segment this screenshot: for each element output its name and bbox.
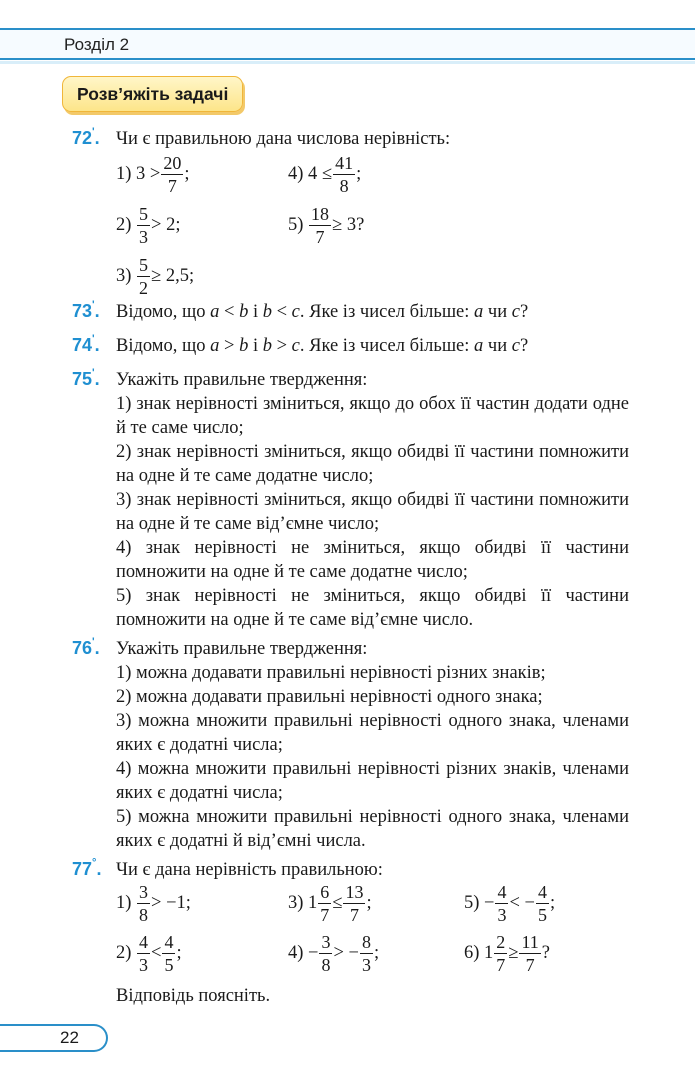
problem-76-option: 3) можна множити правильні нерівності одного знака, членами яких є додатні числа; — [116, 711, 629, 755]
problem-77-item-1: 1) $\frac{3}{8}$ > −1; — [116, 882, 191, 925]
problem-77-item-5: 5) − $\frac{4}{3}$ < − $\frac{4}{5}$ ; — [464, 882, 556, 925]
problem-77-question: Чи є дана нерівність правильною: — [116, 860, 383, 880]
problem-77-item-6: 6) 1 $\frac{2}{7}$ ≥ $\frac{11}{7}$ ? — [464, 932, 551, 975]
problem-77-item-3: 3) 1 $\frac{6}{7}$ ≤ $\frac{13}{7}$ ; — [288, 882, 372, 925]
problem-75-body — [116, 368, 629, 632]
problem-76-question: Укажіть правильне твердження: — [116, 639, 368, 659]
problem-75-question: Укажіть правильне твердження: — [116, 370, 368, 390]
problem-77-item-2: 2) $\frac{4}{3}$ < $\frac{4}{5}$ ; — [116, 932, 182, 975]
tasks-heading: Розв’яжіть задачі — [62, 76, 243, 112]
problem-72-item-1: 1) 3 > $\frac{20}{7}$ ; — [116, 153, 190, 196]
problem-75-option: 1) знак нерівності зміниться, якщо до обох її частин додати одне й те саме число; — [116, 394, 629, 438]
problem-72-number: 72'. — [72, 126, 100, 148]
problem-76-number: 76'. — [72, 636, 100, 658]
page-number: 22 — [0, 1024, 108, 1052]
problem-75-option: 2) знак нерівності зміниться, якщо обидві її частини помножити на одне й те саме додатне число; — [116, 442, 629, 486]
problem-76-option: 2) можна додавати правильні нерівності одного знака; — [116, 687, 543, 707]
problem-76-option: 5) можна множити правильні нерівності одного знака, членами яких є додатні й від’ємні числа. — [116, 807, 629, 851]
problem-77-explain: Відповідь поясніть. — [116, 986, 271, 1006]
problem-74-text: Відомо, що a > b і b > c. Яке із чисел більше: a чи c? — [116, 336, 529, 356]
problem-76-option: 4) можна множити правильні нерівності різних знаків, членами яких є додатні числа; — [116, 759, 629, 803]
problem-72-item-2: 2) $\frac{5}{3}$ > 2; — [116, 204, 181, 247]
problem-72-item-5: 5) $\frac{18}{7}$ ≥ 3? — [288, 204, 365, 247]
problem-75-option: 3) знак нерівності зміниться, якщо обидві її частини помножити на одне й те саме від’ємне число; — [116, 490, 629, 534]
problem-76-option: 1) можна додавати правильні нерівності різних знаків; — [116, 663, 546, 683]
problem-72-item-3: 3) $\frac{5}{2}$ ≥ 2,5; — [116, 255, 195, 298]
problem-77-number: 77°. — [72, 857, 102, 879]
problem-77-item-4: 4) − $\frac{3}{8}$ > − $\frac{8}{3}$ ; — [288, 932, 380, 975]
problem-75-option: 4) знак нерівності не зміниться, якщо обидві її частини помножити на одне й те саме додатне число; — [116, 538, 629, 582]
problem-74-number: 74'. — [72, 333, 100, 355]
problem-75-number: 75'. — [72, 367, 100, 389]
problem-72-question: Чи є правильною дана числова нерівність: — [116, 129, 451, 149]
problem-75-option: 5) знак нерівності не зміниться, якщо обидві її частини помножити на одне й те саме від’ємне число. — [116, 586, 629, 630]
section-title: Розділ 2 — [64, 35, 130, 54]
problem-73-text: Відомо, що a < b і b < c. Яке із чисел більше: a чи c? — [116, 302, 529, 322]
problem-72-item-4: 4) 4 ≤ $\frac{41}{8}$ ; — [288, 153, 362, 196]
section-header — [0, 28, 695, 60]
problem-73-number: 73'. — [72, 299, 100, 321]
problem-76-body — [116, 637, 629, 853]
